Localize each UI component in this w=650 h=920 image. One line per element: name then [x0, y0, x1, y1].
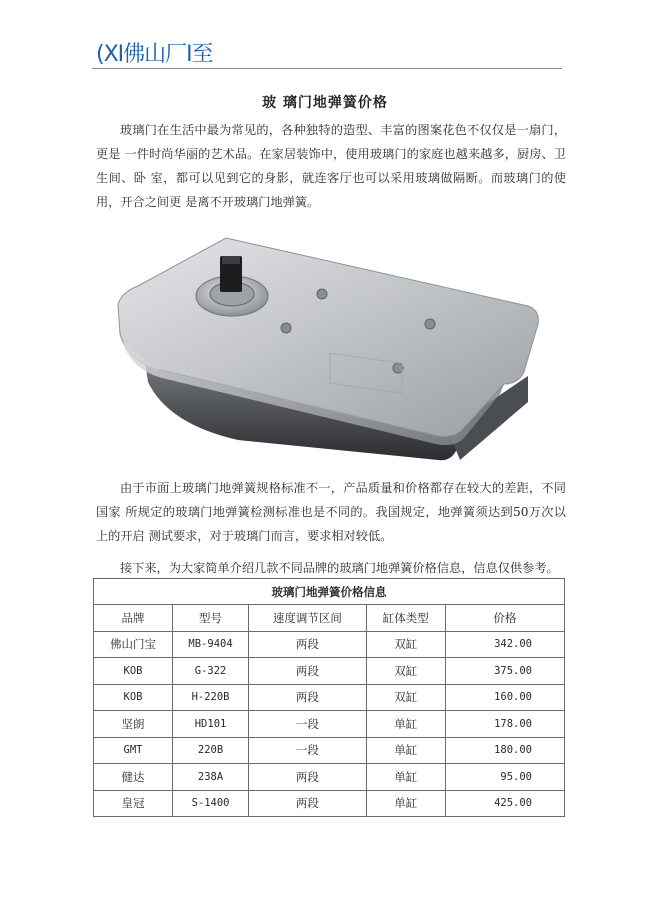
model-cell: G-322 [173, 658, 249, 685]
column-header: 速度调节区间 [249, 605, 367, 632]
screw [281, 323, 291, 333]
speed-cell: 两段 [249, 631, 367, 658]
price-table [93, 578, 565, 817]
cylinder-cell: 单缸 [366, 737, 445, 764]
intro-table-paragraph: 接下来，为大家简单介绍几款不同品牌的玻璃门地弹簧价格信息，信息仅供参考。 [120, 561, 559, 575]
table-header-row [94, 605, 565, 632]
table-row [94, 711, 565, 738]
header-divider [92, 68, 562, 69]
speed-cell: 一段 [249, 737, 367, 764]
brand-cell: 佛山门宝 [94, 631, 173, 658]
table-row [94, 684, 565, 711]
speed-cell: 一段 [249, 711, 367, 738]
column-header: 缸体类型 [366, 605, 445, 632]
screw [425, 319, 435, 329]
cylinder-cell: 双缸 [366, 684, 445, 711]
table-row [94, 764, 565, 791]
price-cell: 180.00 [445, 737, 564, 764]
column-header: 型号 [173, 605, 249, 632]
price-cell: 425.00 [445, 790, 564, 817]
screw [317, 289, 327, 299]
model-cell: HD101 [173, 711, 249, 738]
model-cell: MB-9404 [173, 631, 249, 658]
intro-paragraph: 玻璃门在生活中最为常见的，各种独特的造型、丰富的图案花色不仅仅是一扇门，更是 一件时尚华丽的艺术品。在家居装饰中，使用玻璃门的家庭也越来越多，厨房、卫生间、卧 室，都可以见到它的身影，就连客厅也可以采用玻璃做隔断。而玻璃门的使用，开合之间更 是离不开玻璃门地弹簧。 [96, 123, 566, 209]
brand-cell: GMT [94, 737, 173, 764]
brand-cell: 健达 [94, 764, 173, 791]
table-row [94, 631, 565, 658]
cylinder-cell: 单缸 [366, 764, 445, 791]
speed-cell: 两段 [249, 764, 367, 791]
price-cell: 160.00 [445, 684, 564, 711]
table-caption: 玻璃门地弹簧价格信息 [94, 579, 565, 605]
floor-spring-image [108, 234, 548, 470]
brand-cell: 坚朗 [94, 711, 173, 738]
header-brand-text: (XI佛山厂I至 [96, 42, 213, 67]
cylinder-cell: 双缸 [366, 631, 445, 658]
table-row [94, 737, 565, 764]
column-header: 品牌 [94, 605, 173, 632]
price-cell: 95.00 [445, 764, 564, 791]
column-header: 价格 [445, 605, 564, 632]
speed-cell: 两段 [249, 684, 367, 711]
speed-cell: 两段 [249, 658, 367, 685]
standards-paragraph: 由于市面上玻璃门地弹簧规格标准不一，产品质量和价格都存在较大的差距，不同国家 所规定的玻璃门地弹簧检测标准也是不同的。我国规定，地弹簧须达到50万次以上的开启 测试要求，对于玻璃门而言，要求相对较低。 [96, 481, 566, 543]
speed-cell: 两段 [249, 790, 367, 817]
price-cell: 178.00 [445, 711, 564, 738]
brand-cell: 皇冠 [94, 790, 173, 817]
cylinder-cell: 单缸 [366, 790, 445, 817]
table-row [94, 658, 565, 685]
table-row [94, 790, 565, 817]
article-title: 玻 璃门地弹簧价格 [262, 95, 388, 111]
model-cell: S-1400 [173, 790, 249, 817]
model-cell: H-220B [173, 684, 249, 711]
cylinder-cell: 单缸 [366, 711, 445, 738]
model-cell: 238A [173, 764, 249, 791]
model-cell: 220B [173, 737, 249, 764]
price-cell: 375.00 [445, 658, 564, 685]
brand-cell: KOB [94, 658, 173, 685]
brand-cell: KOB [94, 684, 173, 711]
cylinder-cell: 双缸 [366, 658, 445, 685]
price-cell: 342.00 [445, 631, 564, 658]
page-header [96, 40, 213, 68]
